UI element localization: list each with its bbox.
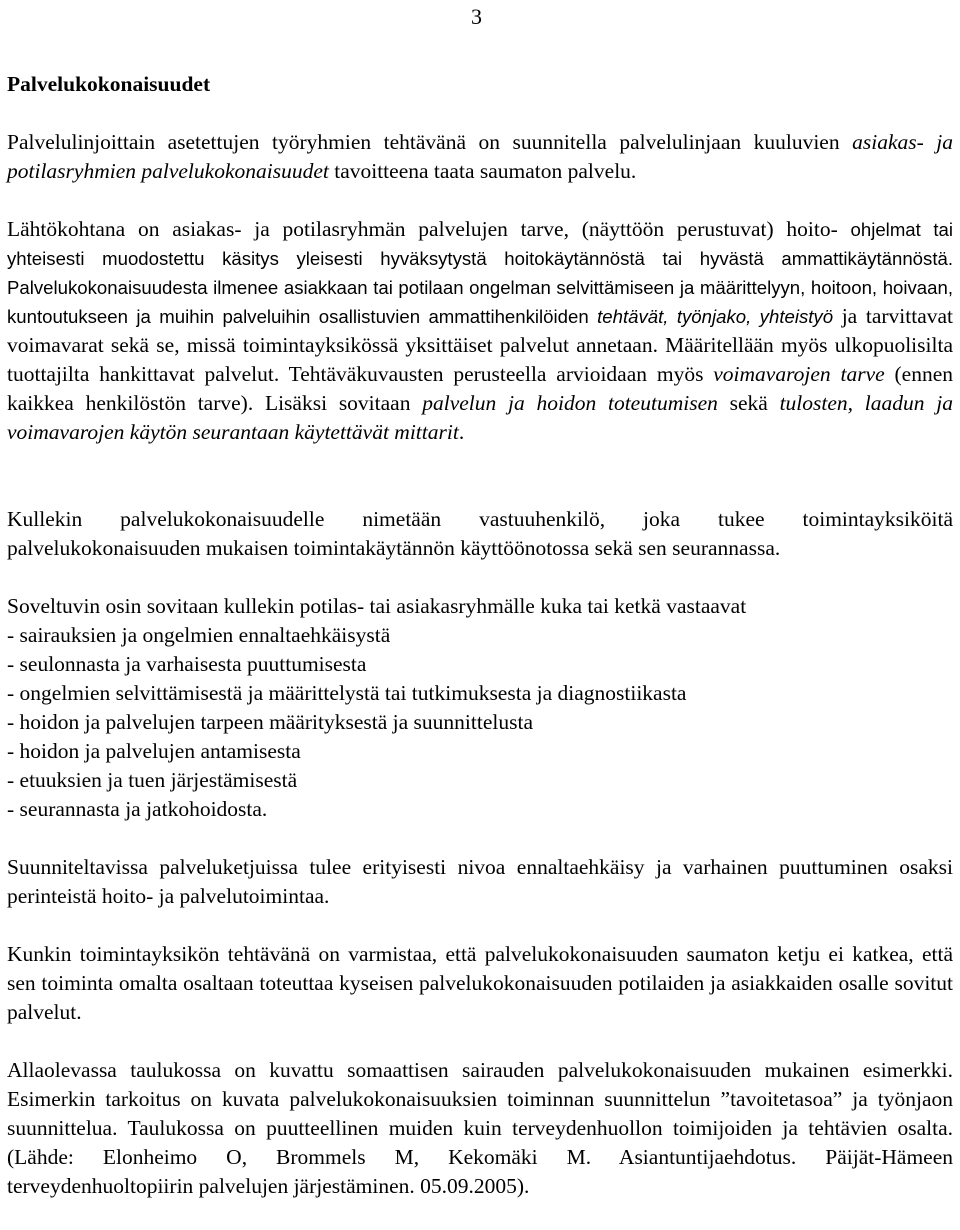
start-text-1: Lähtökohtana on asiakas- ja potilasryhmän palvelujen tarve, (näyttöön perustuvat) hoito-: [7, 217, 838, 241]
start-text-italic-2: palvelun ja hoidon toteutumisen: [422, 391, 718, 415]
start-text-sans-italic: tehtävät, työnjako, yhteistyö: [597, 306, 834, 327]
intro-text-italic: asiakas- ja potilasryhmien palvelukokonaisuudet: [7, 130, 953, 183]
paragraph-starting-point: [7, 215, 953, 447]
start-text-4: sekä: [717, 391, 780, 415]
responsibilities-list: [7, 621, 686, 824]
start-text-2: ja tarvittavat voimavarat sekä se, missä toimintayksikössä yksittäiset palvelut annetaan. Määritellään myös ulkopuolisilta tuottajilta hankittavat palvelut. Tehtäväkuvausten perusteella arvioidaan myös: [7, 304, 953, 386]
section-heading: Palvelukokonaisuudet: [7, 72, 211, 96]
list-item: - ongelmien selvittämisestä ja määrittelystä tai tutkimuksesta ja diagnostiikasta: [7, 681, 687, 705]
start-text-3: (ennen kaikkea henkilöstön tarve). Lisäksi sovitaan: [7, 362, 954, 415]
start-text-italic-3: tulosten, laadun ja voimavarojen käytön seurantaan käytettävät mittarit: [7, 391, 953, 444]
paragraph-unit-task: Kunkin toimintayksikön tehtävänä on varmistaa, että palvelukokonaisuuden saumaton ketju ei katkea, että sen toiminta omalta osaltaan toteuttaa kyseisen palvelukokonaisuuden potilaiden ja asiakkaiden osalle sovitut palvelut.: [7, 942, 953, 1024]
paragraph-responsibilities-intro: Soveltuvin osin sovitaan kullekin potilas- tai asiakasryhmälle kuka tai ketkä vastaavat: [7, 594, 747, 618]
start-text-sans: ohjelmat tai yhteisesti muodostettu käsitys yleisesti hyväksytystä hoitokäytännöstä tai hyvästä ammattikäytännöstä. Palvelukokonaisuudesta ilmenee asiakkaan tai potilaan ongelman selvittämiseen ja määrittelyyn, hoitoon, hoivaan, kuntoutukseen ja muihin palveluihin osallistuvien ammattihenkilöiden: [7, 219, 954, 327]
list-item: - sairauksien ja ongelmien ennaltaehkäisystä: [7, 623, 391, 647]
page-number: 3: [471, 4, 482, 29]
paragraph-table-example: Allaolevassa taulukossa on kuvattu somaattisen sairauden palvelukokonaisuuden mukainen esimerkki. Esimerkin tarkoitus on kuvata palvelukokonaisuuksien toiminnan suunnittelun ”tavoitetasoa” ja työnjaon suunnittelua. Taulukossa on puutteellinen muiden kuin terveydenhuollon toimijoiden ja tehtävien osalta. (Lähde: Elonheimo O, Brommels M, Kekomäki M. Asiantuntijaehdotus. Päijät-Hämeen terveydenhuoltopiirin palvelujen järjestäminen. 05.09.2005).: [7, 1058, 953, 1198]
paragraph-responsible-person: Kullekin palvelukokonaisuudelle nimetään vastuuhenkilö, joka tukee toimintayksiköitä palvelukokonaisuuden mukaisen toimintakäytännön käyttöönotossa sekä sen seurannassa.: [7, 507, 953, 560]
list-item: - etuuksien ja tuen järjestämisestä: [7, 768, 298, 792]
start-text-5: .: [458, 420, 465, 444]
list-item: - seulonnasta ja varhaisesta puuttumisesta: [7, 652, 367, 676]
intro-text-2: tavoitteena taata saumaton palvelu.: [328, 159, 637, 183]
list-item: - hoidon ja palvelujen antamisesta: [7, 739, 301, 763]
list-item: - seurannasta ja jatkohoidosta.: [7, 797, 268, 821]
intro-text-1: Palvelulinjoittain asetettujen työryhmien tehtävänä on suunnitella palvelulinjaan kuuluvien: [7, 130, 853, 154]
paragraph-intro: [7, 128, 953, 186]
paragraph-service-chains: Suunniteltavissa palveluketjuissa tulee erityisesti nivoa ennaltaehkäisy ja varhainen puuttuminen osaksi perinteistä hoito- ja palvelutoimintaa.: [7, 855, 953, 908]
start-text-italic-1: voimavarojen tarve: [713, 362, 885, 386]
list-item: - hoidon ja palvelujen tarpeen määrityksestä ja suunnittelusta: [7, 710, 533, 734]
